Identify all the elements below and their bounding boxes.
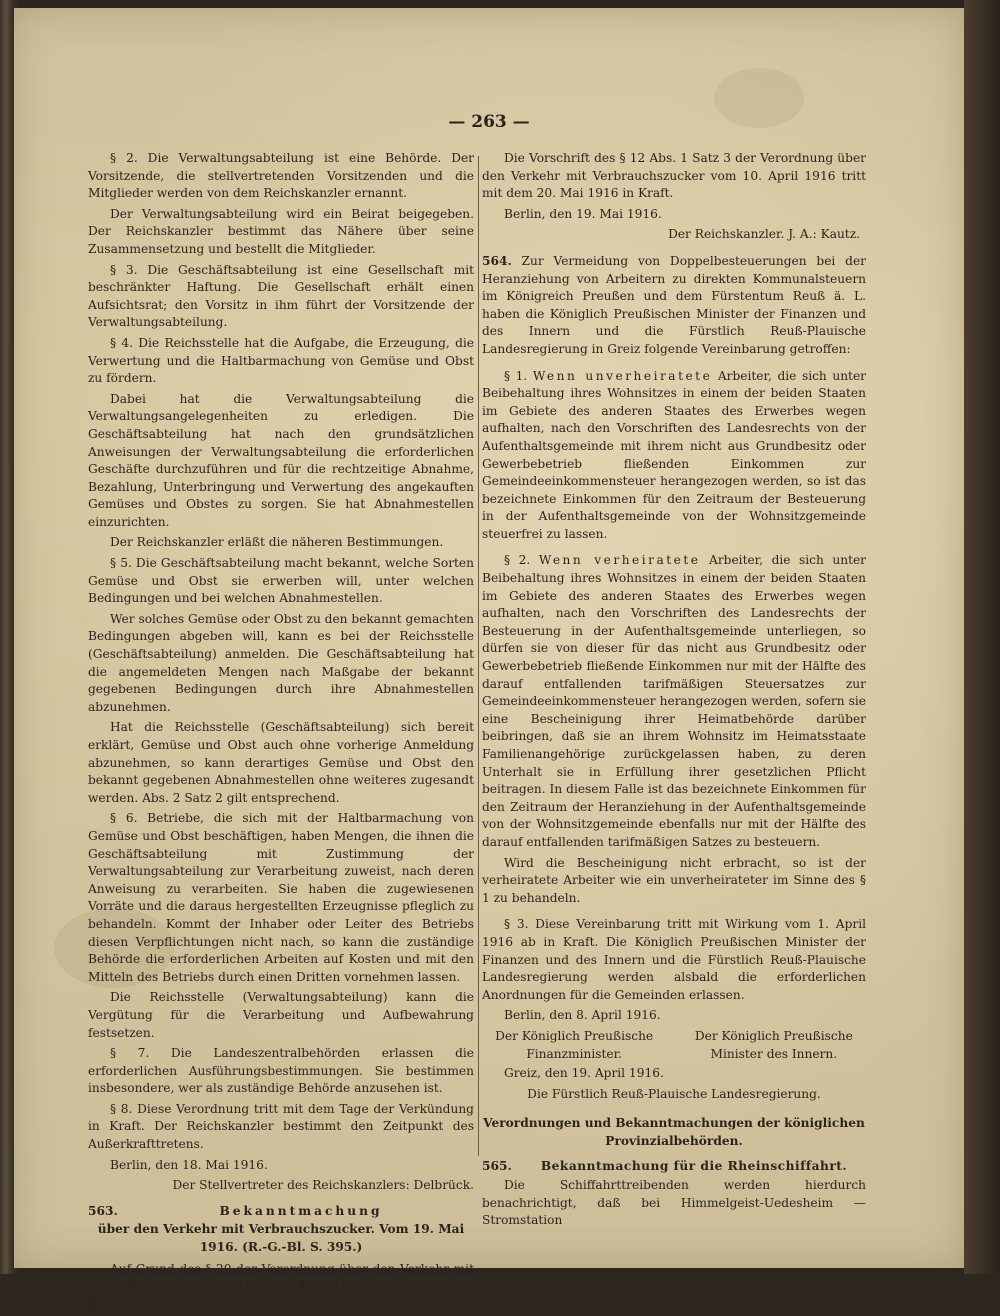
- entry-heading: Bekanntmachung für die Rheinschiffahrt.: [540, 1159, 848, 1174]
- entry-heading: Bekanntmachung: [219, 1203, 383, 1218]
- signature-line: Die Fürstlich Reuß-Plauische Landesregierung.: [527, 1086, 821, 1101]
- paragraph: Wer solches Gemüse oder Obst zu den bekannt gemachten Bedingungen abgeben will, kann es bei der Reichsstelle (Geschäftsabteilung) anmelden. Die Geschäftsabteilung hat die angemeldeten Mengen nach Maßgabe der bekannt gegebenen Bedingungen durch ihre Abnahmestellen abzunehmen.: [88, 611, 475, 714]
- paragraph: § 8. Diese Verordnung tritt mit dem Tage der Verkündung in Kraft. Der Reichskanzler bestimmt den Zeitpunkt des Außerkrafttretens.: [88, 1101, 474, 1152]
- section-label: § 2.: [504, 553, 531, 568]
- date-line: Greiz, den 19. April 1916.: [504, 1066, 664, 1081]
- paragraph: § 4. Die Reichsstelle hat die Aufgabe, die Erzeugung, die Verwertung und die Haltbarmachung von Gemüse und Obst zu fördern.: [88, 335, 474, 386]
- paragraph: Auf Grund des § 20 der Verordnung über den Verkehr mit Verbrauchszucker vom 10. April 1916 (Reichs-Gesetzblatt S. 261) wird folgendes bestimmt:: [88, 1261, 474, 1311]
- paragraph: § 2. Die Verwaltungsabteilung ist eine Behörde. Der Vorsitzende, die stellvertretenden Vorsitzenden und die Mitglieder werden von dem Reichskanzler ernannt.: [88, 151, 474, 201]
- signature-line: Der Stellvertreter des Reichskanzlers: Delbrück.: [172, 1178, 474, 1193]
- book-cover-edge: [964, 0, 1000, 1274]
- section-2: [482, 552, 866, 851]
- section-3: § 3. Diese Vereinbarung tritt mit Wirkung vom 1. April 1916 ab in Kraft. Die Königlich Preußischen Minister der Finanzen und des Innern und die Fürstlich Reuß-Plauische Landesregierung werden alsbald die erforderlichen Anordnungen für die Gemeinden erlassen.: [482, 917, 866, 1002]
- page-number: — 263 —: [448, 112, 530, 132]
- paragraph: Die Reichsstelle (Verwaltungsabteilung) kann die Vergütung für die Verarbeitung und Aufbewahrung festsetzen.: [88, 990, 474, 1040]
- paragraph: § 6. Betriebe, die sich mit der Haltbarmachung von Gemüse und Obst beschäftigen, haben Mengen, die ihnen die Geschäftsabteilung mit Zustimmung der Verwaltungsabteilung zur Verarbeitung zuweist, nach deren Anweisung zu verarbeiten. Sie haben die zugewiesenen Vorräte und die daraus hergestellten Erzeugnisse pfleglich zu behandeln. Kommt der Inhaber oder Leiter des Betriebs diesen Verpflichtungen nicht nach, so kann die zuständige Behörde die erforderlichen Arbeiten auf Kosten und mit den Mitteln des Betriebs durch einen Dritten vornehmen lassen.: [88, 811, 474, 984]
- section-heading: Verordnungen und Bekanntmachungen der königlichen Provinzialbehörden.: [483, 1116, 865, 1148]
- signature-line: Der Reichskanzler. J. A.: Kautz.: [668, 227, 860, 242]
- entry-number: 563.: [88, 1203, 118, 1218]
- entry-563-title: [88, 1203, 474, 1221]
- signatories: [482, 1028, 866, 1063]
- paragraph: Wird die Bescheinigung nicht erbracht, so ist der verheiratete Arbeiter wie ein unverheirateter im Sinne des § 1 zu behandeln.: [482, 855, 866, 905]
- date-line: Berlin, den 18. Mai 1916.: [110, 1157, 268, 1172]
- date-line: Berlin, den 8. April 1916.: [504, 1008, 661, 1023]
- entry-subtitle: über den Verkehr mit Verbrauchszucker. Vom 19. Mai 1916. (R.-G.-Bl. S. 395.): [97, 1222, 465, 1255]
- column-divider: [478, 156, 479, 1156]
- section-text: Arbeiter, die sich unter Beibehaltung ihres Wohnsitzes in einem der beiden Staaten im Gebiete des anderen Staates des Erwerbes wegen aufhalten, nach den Vorschriften des Landesrechts von der Aufenthaltsgemeinde mit ihrem nicht aus Grundbesitz oder Gewerbebetrieb fließenden Einkommen zur Gemeindeeinkommensteuer herangezogen werden, so ist das bezeichnete Einkommen für den Zeitraum der Besteuerung in der Aufenthaltsgemeinde von der Wohnsitzgemeinde steuerfrei zu lassen.: [482, 368, 866, 541]
- entry-number: 564.: [482, 253, 512, 268]
- paragraph: § 7. Die Landeszentralbehörden erlassen die erforderlichen Ausführungsbestimmungen. Sie bestimmen insbesondere, wer als zuständige Behörde anzusehen ist.: [88, 1046, 474, 1096]
- entry-text: Zur Vermeidung von Doppelbesteuerungen bei der Heranziehung von Arbeitern zu direkten Kommunalsteuern im Königreich Preußen und dem Fürstentum Reuß ä. L. haben die Königlich Preußischen Minister der Finanzen und des Innern und die Fürstlich Reuß-Plauische Landesregierung in Greiz folgende Vereinbarung getroffen:: [482, 253, 867, 356]
- entry-565-title: [482, 1158, 866, 1176]
- paragraph: § 3. Die Geschäftsabteilung ist eine Gesellschaft mit beschränkter Haftung. Die Gesellschaft erhält einen Aufsichtsrat; den Vorsitz in ihm führt der Vorsitzende der Verwaltungsabteilung.: [88, 262, 474, 330]
- document-page: [14, 8, 964, 1311]
- section-1: [482, 368, 866, 544]
- left-column: [88, 150, 474, 1316]
- right-column: [482, 150, 866, 1233]
- paragraph: § 5. Die Geschäftsabteilung macht bekannt, welche Sorten Gemüse und Obst sie erwerben will, unter welchen Bedingungen und bei welchen Abnahmestellen.: [88, 556, 474, 606]
- paragraph: Der Reichskanzler erläßt die näheren Bestimmungen.: [110, 535, 444, 550]
- paragraph: Der Verwaltungsabteilung wird ein Beirat beigegeben. Der Reichskanzler bestimmt das Nähere über seine Zusammensetzung und bestellt die Mitglieder.: [88, 206, 474, 256]
- section-label: § 1.: [504, 368, 528, 383]
- entry-number: 565.: [482, 1159, 512, 1174]
- paragraph: Die Vorschrift des § 12 Abs. 1 Satz 3 der Verordnung über den Verkehr mit Verbrauchszucker vom 10. April 1916 tritt mit dem 20. Mai 1916 in Kraft.: [482, 151, 866, 201]
- signatory-interior-minister: Der Königlich Preußische Minister des Innern.: [694, 1028, 853, 1061]
- paragraph: Hat die Reichsstelle (Geschäftsabteilung) sich bereit erklärt, Gemüse und Obst auch ohne vorherige Anmeldung abzunehmen, so kann derartiges Gemüse und Obst den bekannt gegebenen Abnahmestellen ohne weiteres zugesandt werden. Abs. 2 Satz 2 gilt entsprechend.: [88, 720, 474, 805]
- section-text: Arbeiter, die sich unter Beibehaltung ihres Wohnsitzes in einem der beiden Staaten im Gebiete des anderen Staates des Erwerbes wegen aufhalten, nach den Vorschriften des Landesrechts der Besteuerung in der Aufenthaltsgemeinde unterliegen, so dürfen sie von dieser für das nicht aus Grundbesitz oder Gewerbebetrieb fließende Einkommen nur mit der Hälfte des darauf entfallenden tarifmäßigen Steuersatzes zur Gemeindeeinkommensteuer herangezogen werden, sofern sie eine Bescheinigung ihrer Heimatbehörde darüber beibringen, daß sie an ihrem Wohnsitz im Heimatsstaate Familienangehörige zurückgelassen haben, zu deren Unterhalt sie in Erfüllung ihrer gesetzlichen Pflicht beitragen. In diesem Falle ist das bezeichnete Einkommen für den Zeitraum der Heranziehung in der Aufenthaltsgemeinde von der Wohnsitzgemeinde ebenfalls nur mit der Hälfte des darauf entfallenden tarifmäßigen Satzes zu besteuern.: [482, 553, 867, 849]
- paragraph: Dabei hat die Verwaltungsabteilung die Verwaltungsangelegenheiten zu erledigen. Die Geschäftsabteilung hat nach den grundsätzlichen Anweisungen der Verwaltungsabteilung die erforderlichen Geschäfte durchzuführen und für die rechtzeitige Abnahme, Bezahlung, Unterbringung und Verwertung des angekauften Gemüses und Obstes zu sorgen. Sie hat Abnahmestellen einzurichten.: [88, 391, 474, 529]
- date-line: Berlin, den 19. Mai 1916.: [504, 206, 662, 221]
- emphasized-term: Wenn verheiratete: [538, 553, 701, 568]
- signatory-finance-minister: Der Königlich Preußische Finanzminister.: [495, 1028, 654, 1061]
- paragraph: Die Schiffahrttreibenden werden hierdurch benachrichtigt, daß bei Himmelgeist-Uedesheim — Stromstation: [482, 1178, 866, 1228]
- emphasized-term: Wenn unverheiratete: [532, 368, 713, 383]
- entry-564: [482, 253, 866, 359]
